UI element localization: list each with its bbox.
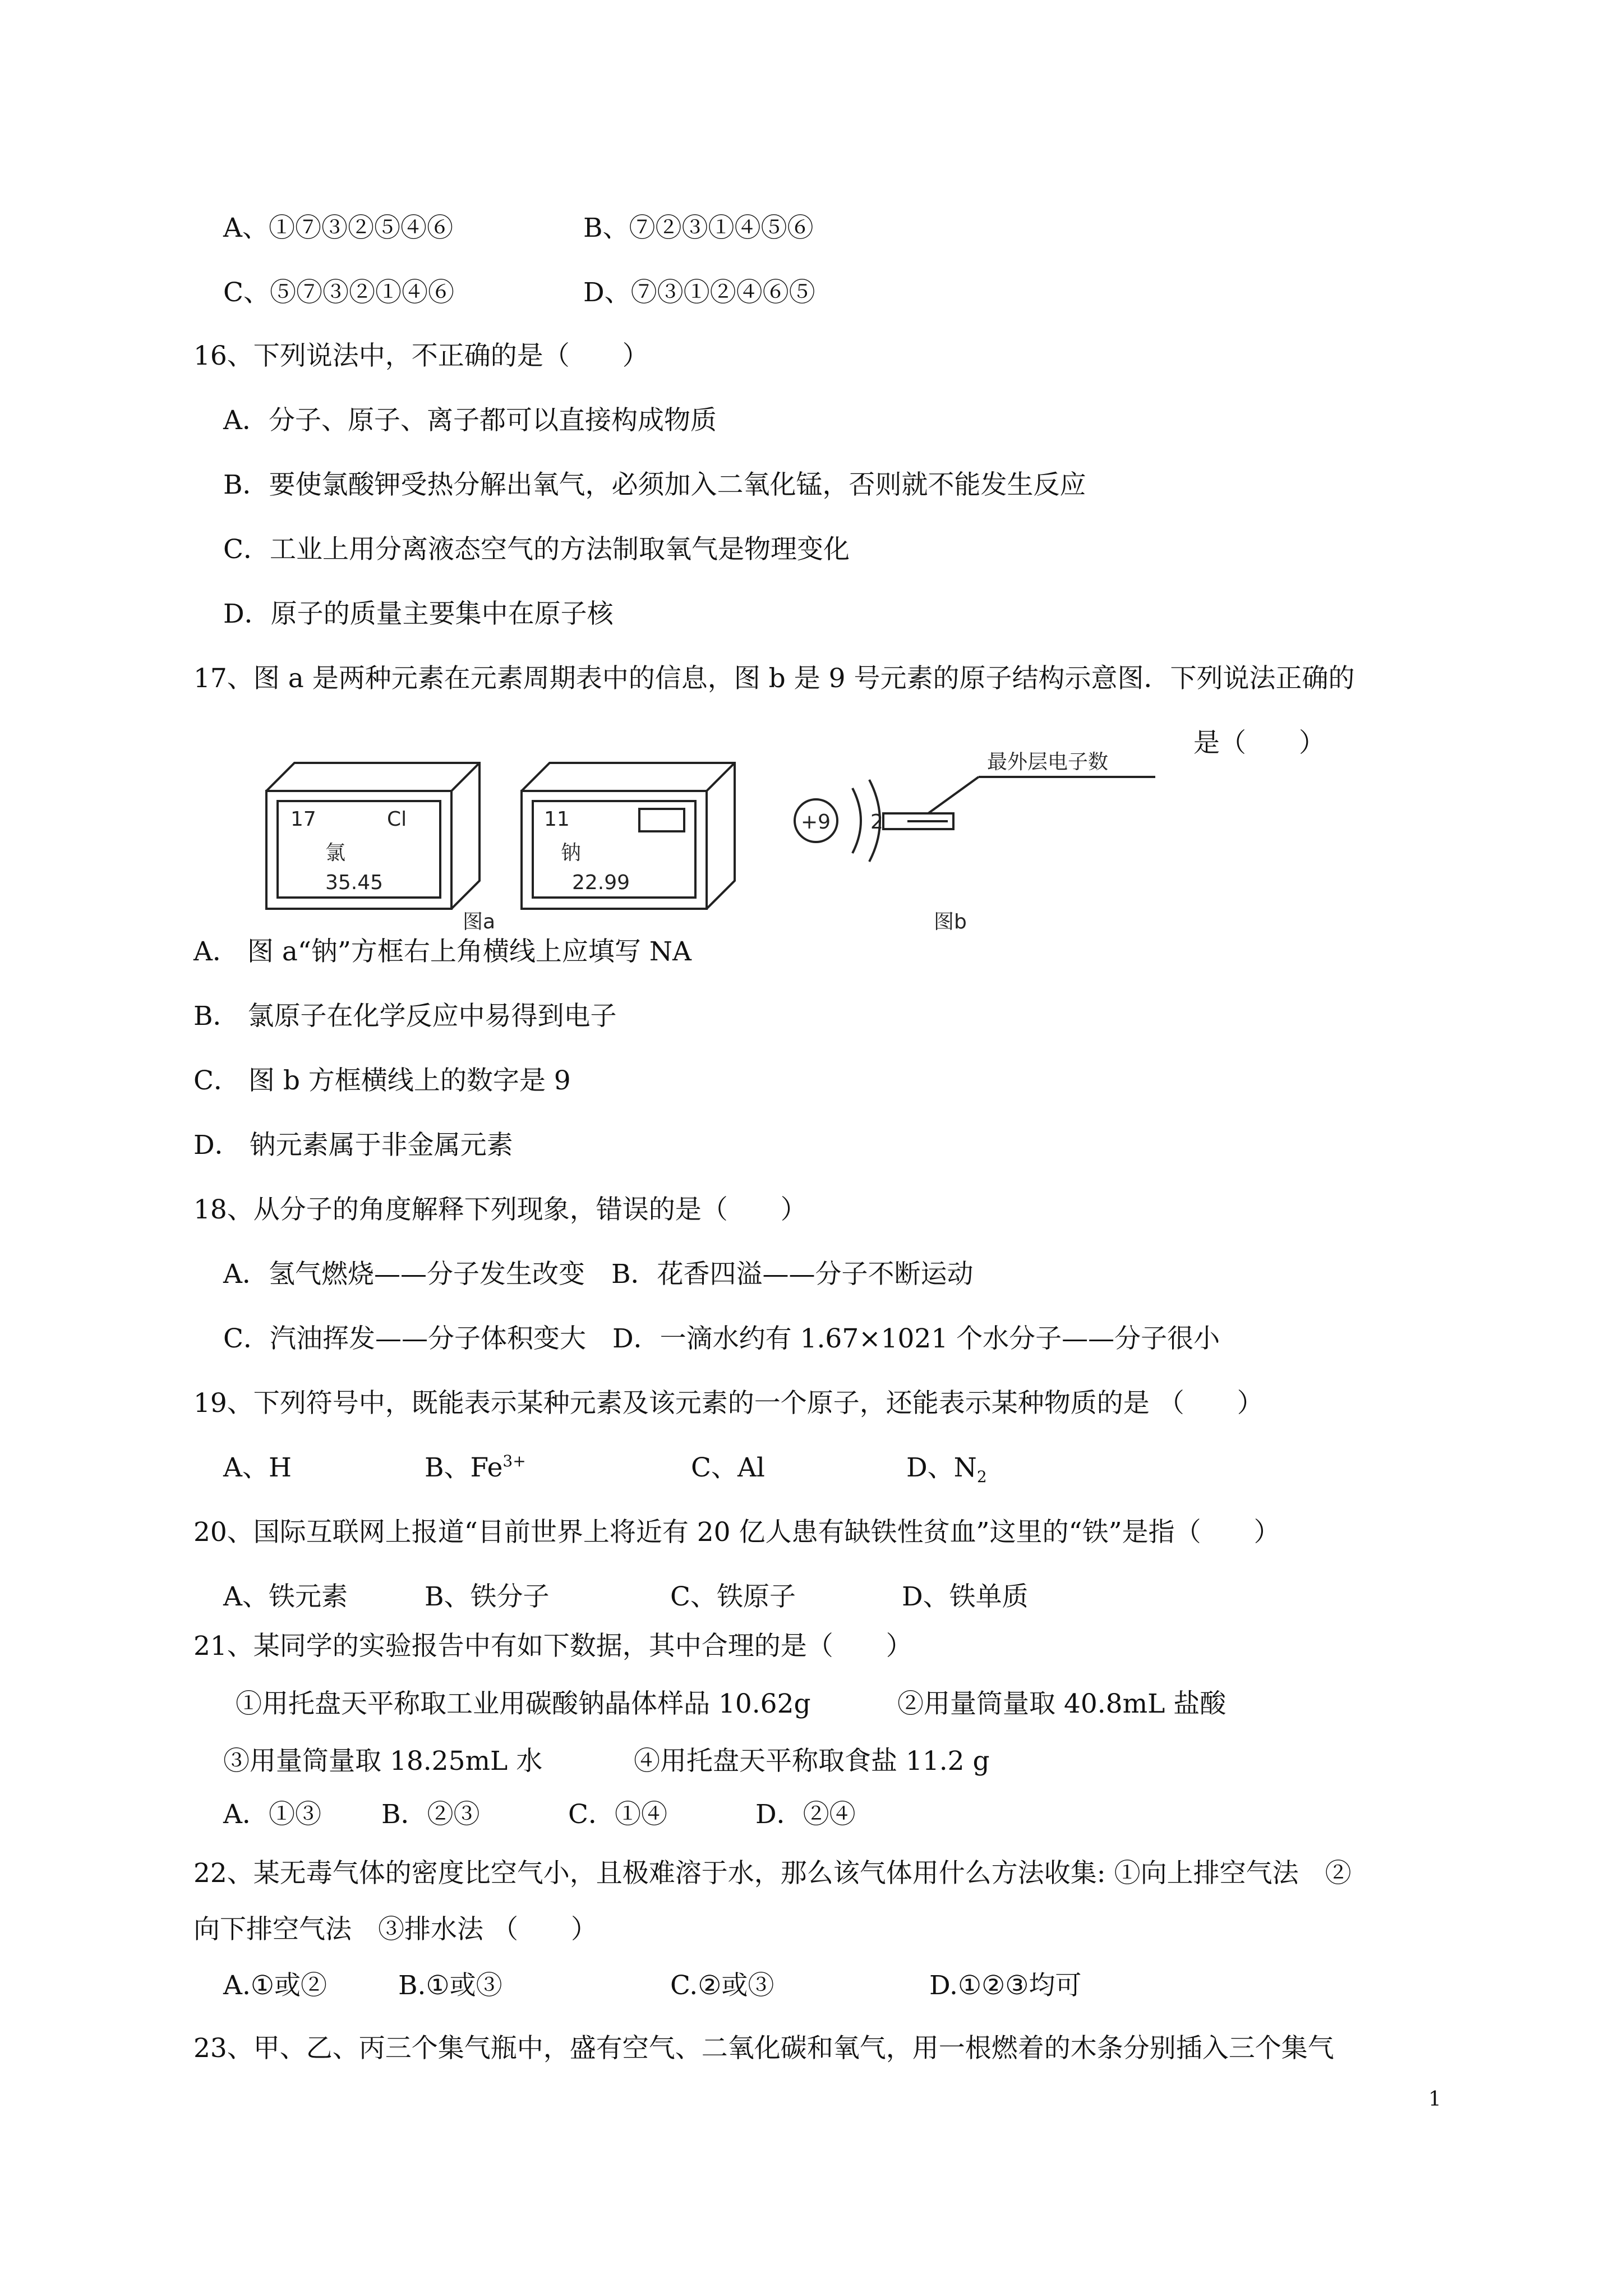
q20-option-d: D、铁单质: [902, 1581, 1029, 1612]
q21-item-4: ④用托盘天平称取食盐 11.2 g: [634, 1746, 990, 1777]
q21-item-3: ③用量筒量取 18.25mL 水: [223, 1746, 543, 1777]
q22-option-d: D.①②③均可: [929, 1970, 1082, 2001]
q15-option-c: C、⑤⑦③②①④⑥: [223, 277, 454, 308]
q21-option-c: C．①④: [568, 1799, 667, 1830]
sodium-name: 钠: [561, 841, 582, 864]
q17-stem: 17、图 a 是两种元素在元素周期表中的信息，图 b 是 9 号元素的原子结构示意图．下列说法正确的: [193, 663, 1355, 694]
sodium-number: 11: [544, 808, 570, 831]
q17-option-a: A． 图 a“钠”方框右上角横线上应填写 NA: [193, 936, 691, 967]
chlorine-name: 氯: [325, 841, 346, 864]
q19-option-c: C、Al: [691, 1452, 765, 1483]
q22-option-b: B.①或③: [398, 1970, 502, 2001]
nucleus-charge: +9: [801, 811, 831, 834]
q21-option-d: D．②④: [755, 1799, 856, 1830]
q20-option-a: A、铁元素: [223, 1581, 348, 1612]
annotation-leader: [928, 777, 979, 813]
q17-option-c: C． 图 b 方框横线上的数字是 9: [193, 1065, 571, 1096]
annotation-label: 最外层电子数: [987, 751, 1109, 774]
q19-option-d: D、$N_2$: [906, 1452, 987, 1486]
q16-stem: 16、下列说法中，不正确的是（ ）: [193, 341, 649, 371]
q17-stem-end: 是（ ）: [1193, 728, 1325, 758]
q16-option-b: B．要使氯酸钾受热分解出氧气，必须加入二氧化锰，否则就不能发生反应: [223, 470, 1086, 500]
q21-option-a: A．①③: [223, 1799, 321, 1830]
q15-option-d: D、⑦③①②④⑥⑤: [583, 277, 815, 308]
q21-item-1: ①用托盘天平称取工业用碳酸钠晶体样品 10.62g: [236, 1688, 811, 1719]
figure-b-label: 图b: [934, 910, 967, 931]
q19-option-a: A、H: [223, 1452, 292, 1483]
q22-option-a: A.①或②: [223, 1970, 328, 2001]
q15-option-b: B、⑦②③①④⑤⑥: [583, 213, 814, 243]
q18-options-row2: C．汽油挥发——分子体积变大 D．一滴水约有 1.67×1021 个水分子——分子很小: [223, 1323, 1220, 1354]
q16-option-d: D．原子的质量主要集中在原子核: [223, 599, 614, 629]
chlorine-number: 17: [291, 808, 316, 831]
element-figure: [247, 729, 1200, 931]
q17-option-d: D． 钠元素属于非金属元素: [193, 1130, 513, 1161]
q19-stem: 19、下列符号中，既能表示某种元素及该元素的一个原子，还能表示某种物质的是 （ ）: [193, 1388, 1264, 1419]
figure-a-label: 图a: [463, 910, 496, 931]
q22-stem-line1: 22、某无毒气体的密度比空气小，且极难溶于水，那么该气体用什么方法收集: ①向上排空气法 ②: [193, 1858, 1352, 1889]
q18-options-row1: A．氢气燃烧——分子发生改变 B．花香四溢——分子不断运动: [223, 1259, 974, 1290]
sodium-symbol-blank: [639, 809, 684, 831]
q22-option-c: C.②或③: [670, 1970, 774, 2001]
q20-stem: 20、国际互联网上报道“目前世界上将近有 20 亿人患有缺铁性贫血”这里的“铁”是指（ ）: [193, 1517, 1280, 1548]
q20-option-b: B、铁分子: [425, 1581, 550, 1612]
q21-item-2: ②用量筒量取 40.8mL 盐酸: [897, 1688, 1227, 1719]
chlorine-symbol: Cl: [387, 808, 407, 831]
first-shell-arc: [852, 788, 861, 853]
chlorine-mass: 35.45: [325, 871, 384, 894]
q21-option-b: B．②③: [381, 1799, 480, 1830]
q20-option-c: C、铁原子: [670, 1581, 796, 1612]
q17-option-b: B． 氯原子在化学反应中易得到电子: [193, 1001, 617, 1032]
sodium-mass: 22.99: [572, 871, 630, 894]
page-number: 1: [1428, 2088, 1441, 2111]
q23-stem: 23、甲、乙、丙三个集气瓶中，盛有空气、二氧化碳和氧气，用一根燃着的木条分别插入三个集气: [193, 2033, 1334, 2064]
q18-stem: 18、从分子的角度解释下列现象，错误的是（ ）: [193, 1194, 807, 1225]
q16-option-c: C．工业上用分离液态空气的方法制取氧气是物理变化: [223, 534, 850, 565]
q22-stem-line2: 向下排空气法 ③排水法 （ ）: [193, 1914, 597, 1945]
q15-option-a: A、①⑦③②⑤④⑥: [223, 213, 453, 243]
first-shell-electrons: 2: [870, 811, 883, 834]
q21-stem: 21、某同学的实验报告中有如下数据，其中合理的是（ ）: [193, 1631, 912, 1662]
q19-option-b: B、$Fe^{3+}$: [425, 1452, 526, 1483]
q16-option-a: A．分子、原子、离子都可以直接构成物质: [223, 405, 717, 436]
